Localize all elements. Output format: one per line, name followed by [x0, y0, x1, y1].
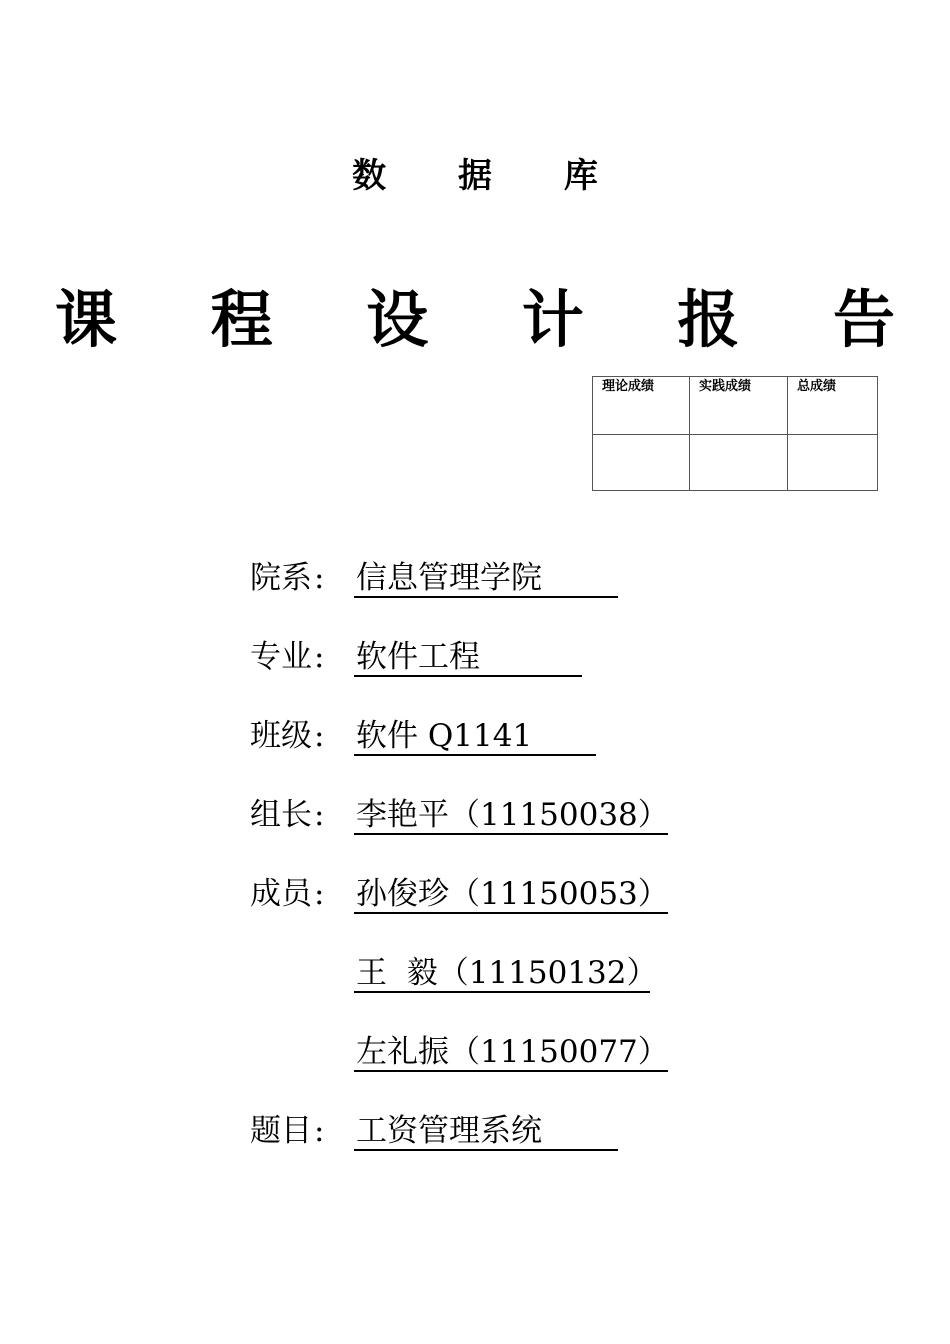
department-colon: :	[314, 560, 325, 596]
leader-colon: :	[314, 797, 325, 833]
class-colon: :	[314, 718, 325, 754]
grade-header-practice: 实践成绩	[690, 377, 788, 435]
member-value-3: 左礼振（11150077）	[356, 1034, 669, 1070]
grade-value-theory	[593, 435, 690, 491]
class-label: 班级	[250, 718, 312, 754]
grade-table-header-row	[593, 377, 878, 435]
member-value-2: 王 毅（11150132）	[356, 955, 658, 991]
grade-table-value-row	[593, 435, 878, 491]
leader-value: 李艳平（11150038）	[356, 797, 669, 833]
report-main-title: 课 程 设 计 报 告	[55, 283, 931, 356]
grade-table	[592, 376, 878, 491]
report-subject-title: 数 据 库	[352, 156, 628, 196]
major-colon: :	[314, 639, 325, 675]
member-value-1: 孙俊珍（11150053）	[356, 876, 669, 912]
major-label: 专业	[250, 639, 312, 675]
topic-label: 题目	[250, 1113, 312, 1149]
grade-value-practice	[690, 435, 788, 491]
members-colon: :	[314, 876, 325, 912]
grade-header-total: 总成绩	[788, 377, 878, 435]
grade-header-theory: 理论成绩	[593, 377, 690, 435]
major-value: 软件工程	[354, 637, 582, 677]
members-label: 成员	[250, 876, 312, 912]
leader-label: 组长	[250, 797, 312, 833]
department-value: 信息管理学院	[354, 558, 618, 598]
class-value: 软件 Q1141	[354, 716, 596, 756]
topic-value: 工资管理系统	[354, 1111, 618, 1151]
department-label: 院系	[250, 560, 312, 596]
grade-value-total	[788, 435, 878, 491]
topic-colon: :	[314, 1113, 325, 1149]
